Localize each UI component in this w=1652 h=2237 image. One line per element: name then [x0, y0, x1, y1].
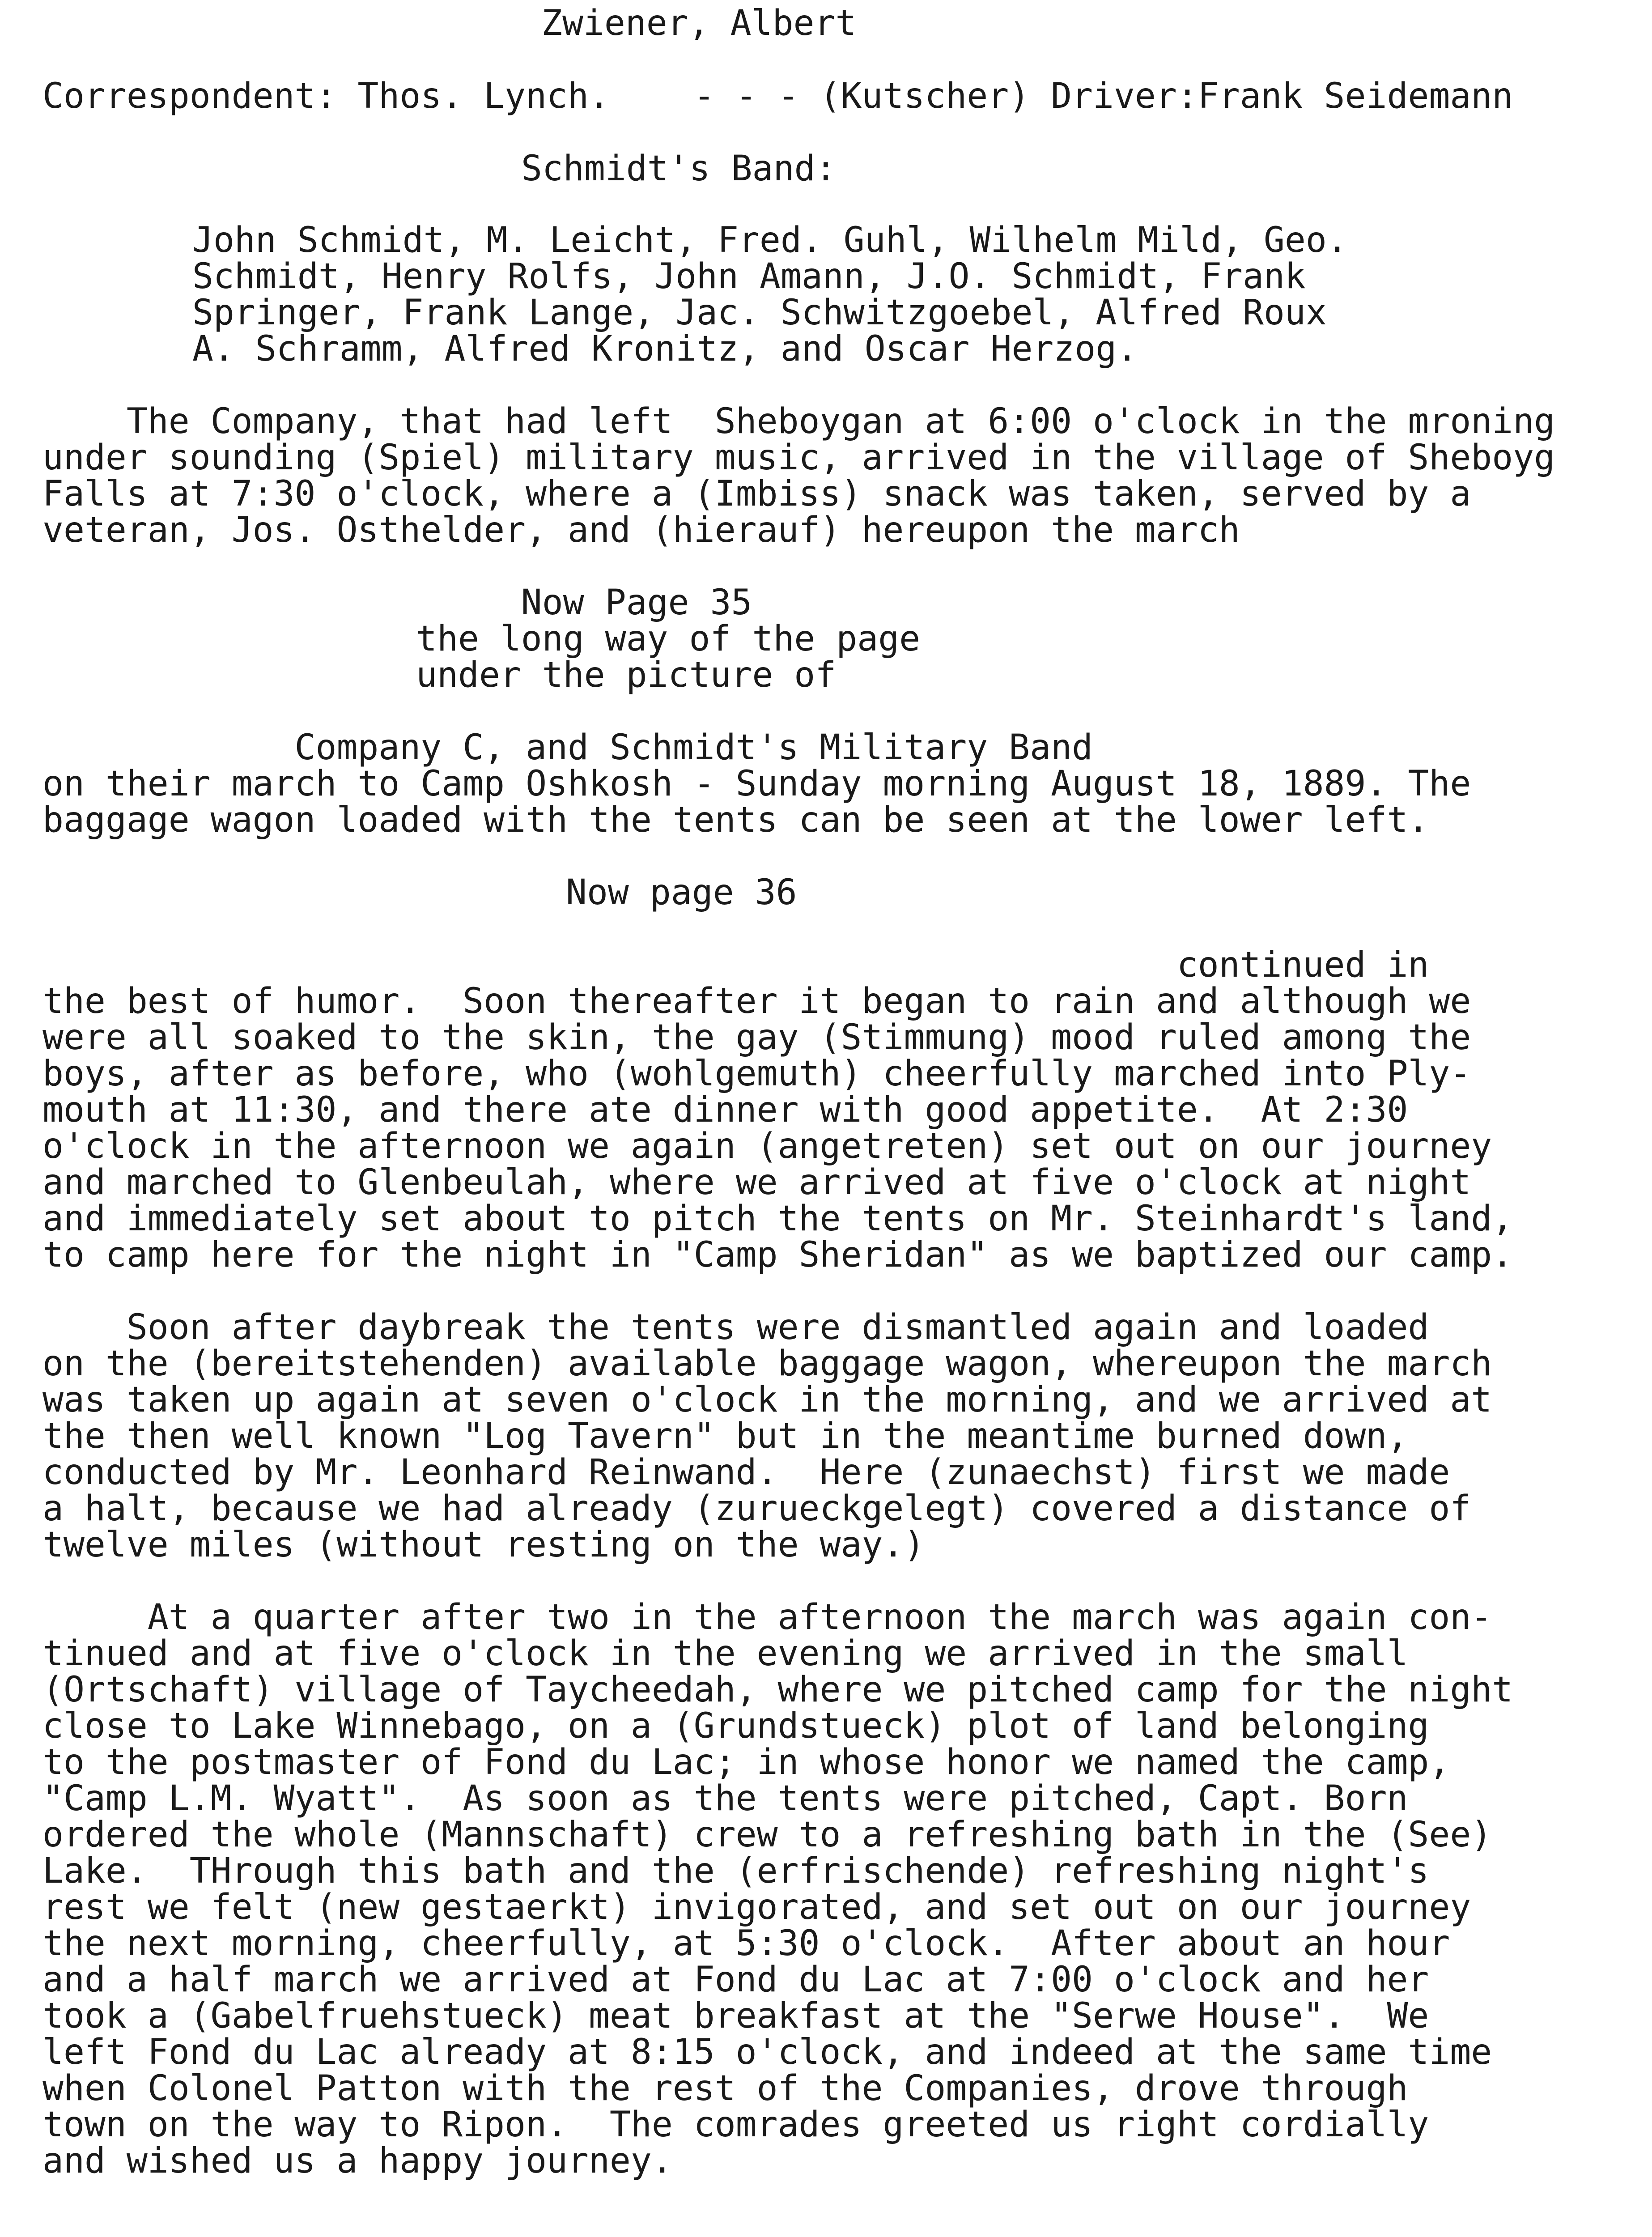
- page-36-note: Now page 36: [566, 872, 797, 913]
- text-line: "Camp L.M. Wyatt". As soon as the tents were pitched, Capt. Born: [42, 1778, 1408, 1819]
- band-members-line: John Schmidt, M. Leicht, Fred. Guhl, Wilhelm Mild, Geo.: [192, 220, 1348, 260]
- text-line: and marched to Glenbeulah, where we arrived at five o'clock at night: [42, 1162, 1471, 1203]
- text-line: were all soaked to the skin, the gay (Stimmung) mood ruled among the: [42, 1017, 1471, 1058]
- text-line: Company C, and Schmidt's Military Band: [42, 727, 1093, 768]
- text-line: continued in: [42, 945, 1429, 985]
- paragraph-departure: [42, 401, 1555, 550]
- text-line: rest we felt (new gestaerkt) invigorated, and set out on our journey: [42, 1887, 1471, 1927]
- text-line: Falls at 7:30 o'clock, where a (Imbiss) snack was taken, served by a: [42, 474, 1471, 514]
- correspondent-line: Correspondent: Thos. Lynch. - - - (Kutscher) Driver:Frank Seidemann: [42, 76, 1513, 116]
- text-line: and immediately set about to pitch the tents on Mr. Steinhardt's land,: [42, 1199, 1513, 1239]
- text-line: mouth at 11:30, and there ate dinner with good appetite. At 2:30: [42, 1090, 1408, 1130]
- text-line: and a half march we arrived at Fond du Lac at 7:00 o'clock and her: [42, 1960, 1429, 2000]
- text-line: the next morning, cheerfully, at 5:30 o'clock. After about an hour: [42, 1923, 1450, 1964]
- text-line: and wished us a happy journey.: [42, 2141, 673, 2181]
- text-line: on their march to Camp Oshkosh - Sunday morning August 18, 1889. The: [42, 764, 1471, 804]
- text-line: when Colonel Patton with the rest of the Companies, drove through: [42, 2068, 1408, 2109]
- text-line: conducted by Mr. Leonhard Reinwand. Here (zunaechst) first we made: [42, 1452, 1450, 1493]
- text-line: twelve miles (without resting on the way.): [42, 1525, 925, 1565]
- text-line: Soon after daybreak the tents were dismantled again and loaded: [42, 1307, 1429, 1348]
- text-line: baggage wagon loaded with the tents can be seen at the lower left.: [42, 800, 1429, 840]
- text-line: boys, after as before, who (wohlgemuth) cheerfully marched into Ply-: [42, 1054, 1471, 1094]
- text-line: the then well known "Log Tavern" but in the meantime burned down,: [42, 1416, 1408, 1456]
- text-line: ordered the whole (Mannschaft) crew to a refreshing bath in the (See): [42, 1815, 1492, 1855]
- paragraph-taycheedah: [42, 1599, 1513, 2179]
- band-members-line: Springer, Frank Lange, Jac. Schwitzgoebel, Alfred Roux: [192, 293, 1327, 333]
- text-line: the long way of the page: [416, 619, 921, 659]
- text-line: under sounding (Spiel) military music, arrived in the village of Sheboyg: [42, 438, 1555, 478]
- text-line: veteran, Jos. Osthelder, and (hierauf) hereupon the march: [42, 510, 1240, 550]
- picture-caption: [42, 727, 1471, 840]
- text-line: on the (bereitstehenden) available baggage wagon, whereupon the march: [42, 1344, 1492, 1384]
- text-line: took a (Gabelfruehstueck) meat breakfast at the "Serwe House". We: [42, 1996, 1429, 2036]
- text-line: to camp here for the night in "Camp Sheridan" as we baptized our camp.: [42, 1235, 1513, 1275]
- page-35-note: [416, 585, 920, 693]
- text-line: close to Lake Winnebago, on a (Grundstueck) plot of land belonging: [42, 1706, 1429, 1746]
- text-line: At a quarter after two in the afternoon the march was again con-: [42, 1597, 1492, 1637]
- band-members-line: A. Schramm, Alfred Kronitz, and Oscar Herzog.: [192, 329, 1138, 369]
- text-line: a halt, because we had already (zurueckgelegt) covered a distance of: [42, 1488, 1471, 1529]
- page-title: Zwiener, Albert: [541, 3, 857, 43]
- paragraph-plymouth: [42, 947, 1513, 1273]
- text-line: to the postmaster of Fond du Lac; in whose honor we named the camp,: [42, 1742, 1450, 1782]
- text-line: was taken up again at seven o'clock in the morning, and we arrived at: [42, 1380, 1492, 1420]
- paragraph-log-tavern: [42, 1307, 1492, 1565]
- text-line: o'clock in the afternoon we again (angetreten) set out on our journey: [42, 1126, 1492, 1166]
- text-line: under the picture of: [416, 655, 837, 695]
- text-line: left Fond du Lac already at 8:15 o'clock, and indeed at the same time: [42, 2032, 1492, 2072]
- text-line: (Ortschaft) village of Taycheedah, where we pitched camp for the night: [42, 1670, 1513, 1710]
- text-line: tinued and at five o'clock in the evening we arrived in the small: [42, 1633, 1408, 1674]
- band-members-line: Schmidt, Henry Rolfs, John Amann, J.O. Schmidt, Frank: [192, 256, 1306, 297]
- text-line: Now Page 35: [416, 583, 752, 623]
- band-title: Schmidt's Band:: [521, 149, 837, 189]
- text-line: The Company, that had left Sheboygan at 6:00 o'clock in the mroning: [42, 401, 1555, 442]
- text-line: the best of humor. Soon thereafter it began to rain and although we: [42, 981, 1471, 1021]
- text-line: town on the way to Ripon. The comrades greeted us right cordially: [42, 2105, 1429, 2145]
- band-members: [192, 222, 1348, 367]
- text-line: Lake. THrough this bath and the (erfrischende) refreshing night's: [42, 1851, 1429, 1891]
